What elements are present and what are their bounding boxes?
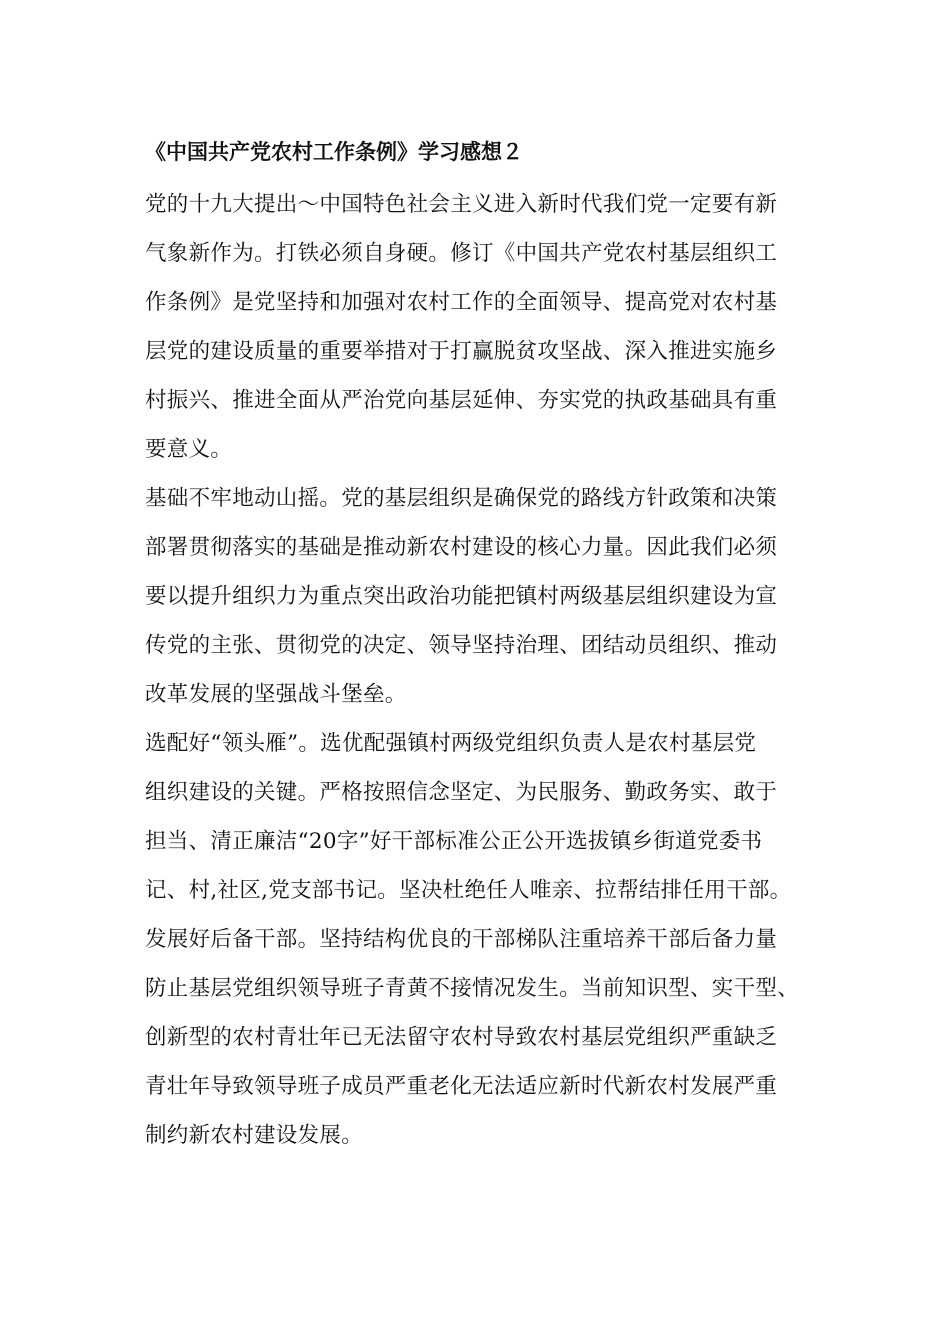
paragraph-line: 基础不牢地动山摇。党的基层组织是确保党的路线方针政策和决策 — [145, 486, 778, 511]
paragraph-line: 青壮年导致领导班子成员严重老化无法适应新时代新农村发展严重 — [145, 1074, 778, 1099]
document-title: 《中国共产党农村工作条例》学习感想２ — [145, 140, 523, 164]
paragraph-list — [145, 180, 813, 1160]
paragraph-line: 传党的主张、贯彻党的决定、领导坚持治理、团结动员组织、推动 — [145, 633, 778, 658]
paragraph-line: 选配好“领头雁”。选优配强镇村两级党组织负责人是农村基层党 — [145, 731, 757, 756]
paragraph — [145, 474, 813, 719]
paragraph-line: 部署贯彻落实的基础是推动新农村建设的核心力量。因此我们必须 — [145, 535, 778, 560]
paragraph — [145, 180, 813, 474]
paragraph-line: 创新型的农村青壮年已无法留守农村导致农村基层党组织严重缺乏 — [145, 1025, 778, 1050]
paragraph — [145, 719, 813, 915]
paragraph-line: 改革发展的坚强战斗堡垒。 — [145, 682, 407, 707]
paragraph-line: 气象新作为。打铁必须自身硬。修订《中国共产党农村基层组织工 — [145, 241, 778, 266]
paragraph-line: 制约新农村建设发展。 — [145, 1123, 364, 1148]
paragraph-line: 担当、清正廉洁“20字”好干部标准公正公开选拔镇乡街道党委书 — [145, 829, 763, 854]
paragraph-line: 防止基层党组织领导班子青黄不接情况发生。当前知识型、实干型、 — [145, 976, 800, 1001]
paragraph-line: 村振兴、推进全面从严治党向基层延伸、夯实党的执政基础具有重 — [145, 388, 778, 413]
paragraph-line: 党的十九大提出～中国特色社会主义进入新时代我们党一定要有新 — [145, 192, 778, 217]
paragraph — [145, 915, 813, 1160]
paragraph-line: 要意义。 — [145, 437, 233, 462]
paragraph-line: 记、村,社区,党支部书记。坚决杜绝任人唯亲、拉帮结排任用干部。 — [145, 878, 792, 903]
paragraph-line: 组织建设的关键。严格按照信念坚定、为民服务、勤政务实、敢于 — [145, 780, 778, 805]
paragraph-line: 层党的建设质量的重要举措对于打赢脱贫攻坚战、深入推进实施乡 — [145, 339, 778, 364]
paragraph-line: 发展好后备干部。坚持结构优良的干部梯队注重培养干部后备力量 — [145, 927, 778, 952]
paragraph-line: 要以提升组织力为重点突出政治功能把镇村两级基层组织建设为宣 — [145, 584, 778, 609]
document-body — [145, 134, 813, 1160]
paragraph-line: 作条例》是党坚持和加强对农村工作的全面领导、提高党对农村基 — [145, 290, 778, 315]
